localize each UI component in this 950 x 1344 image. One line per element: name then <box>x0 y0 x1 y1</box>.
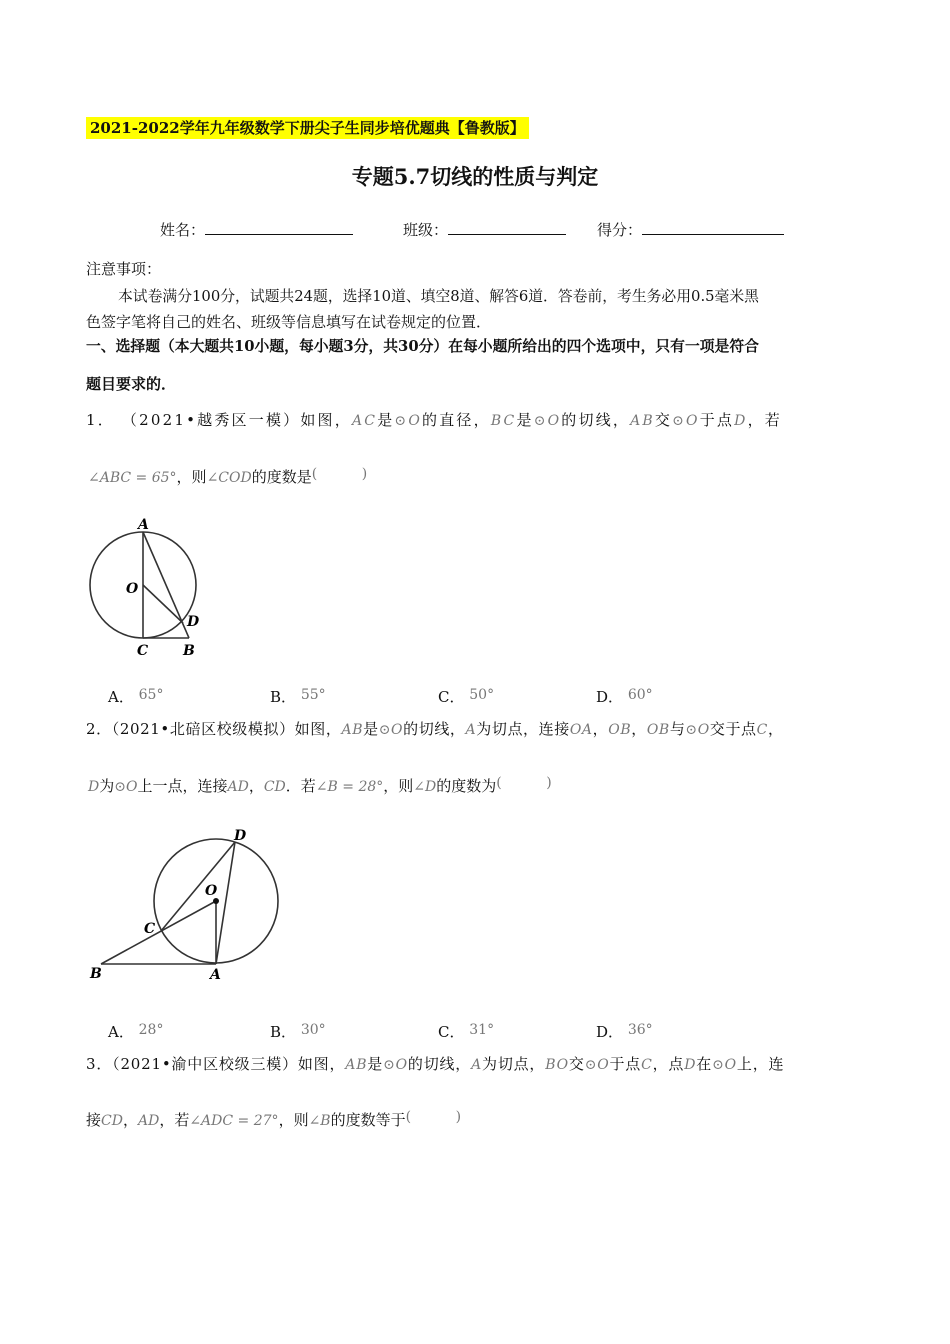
option-letter: C． <box>438 1023 465 1041</box>
q1-option-d[interactable] <box>596 684 653 708</box>
q2-line-2 <box>88 772 552 798</box>
q1-math-circle-o: ⊙O <box>533 413 562 429</box>
q1-line-1 <box>86 409 782 432</box>
q1-line-od <box>143 585 183 623</box>
q1-text: 交 <box>654 411 673 429</box>
q1-figure <box>86 512 216 662</box>
q3-line-2 <box>86 1106 461 1132</box>
q2-math-ab: AB <box>341 722 364 738</box>
q1-option-a[interactable] <box>108 684 163 708</box>
class-label: 班级： <box>403 221 449 239</box>
option-value: 65° <box>138 687 164 703</box>
option-letter: A． <box>108 1023 134 1041</box>
series-header: 2021-2022学年九年级数学下册尖子生同步培优题典【鲁教版】 <box>86 117 529 139</box>
q3-text: 的切线， <box>407 1055 472 1073</box>
q3-text: 交 <box>568 1055 585 1073</box>
q3-text: ， <box>122 1111 138 1129</box>
name-field <box>160 220 353 240</box>
q1-label-b: B <box>183 643 195 659</box>
q1-source: （2021•越秀区一模）如图， <box>121 411 352 429</box>
q3-math-cd: CD <box>101 1113 123 1129</box>
q2-math-angle-d: ∠D <box>413 779 437 795</box>
q2-figure <box>86 825 286 985</box>
q3-number: 3． <box>86 1055 113 1073</box>
q2-option-d[interactable] <box>596 1019 653 1043</box>
option-value: 28° <box>138 1022 164 1038</box>
q2-label-b: B <box>90 966 102 982</box>
q1-math-angle-cod: ∠COD <box>206 470 252 486</box>
score-label: 得分： <box>597 221 643 239</box>
score-blank[interactable] <box>642 220 784 235</box>
q2-answer-paren: ( ) <box>496 775 552 791</box>
q2-source: （2021•北碚区校级模拟）如图， <box>111 720 342 738</box>
notice-line-1: 本试卷满分100分，试题共24题，选择10道、填空8道、解答6道．答卷前，考生务必用0.5毫米黑 <box>118 288 759 305</box>
q2-math-angle-b: ∠B = 28° <box>315 779 384 795</box>
option-letter: B． <box>270 1023 297 1041</box>
q2-line-ob <box>101 901 216 964</box>
q1-math-circle-o: ⊙O <box>672 413 700 429</box>
q3-text: 在 <box>696 1055 713 1073</box>
q3-text: 上，连 <box>736 1055 785 1073</box>
q1-label-a: A <box>138 517 149 533</box>
q2-text: ．若 <box>285 777 316 795</box>
option-value: 60° <box>627 687 653 703</box>
q1-text: 的直径， <box>422 411 491 429</box>
q1-math-bc: BC <box>490 413 517 429</box>
q2-line-1 <box>86 718 784 741</box>
q2-number: 2． <box>86 720 112 738</box>
option-value: 55° <box>300 687 326 703</box>
q1-label-o: O <box>126 581 139 597</box>
name-label: 姓名： <box>160 221 206 239</box>
q2-math-a: A <box>465 722 477 738</box>
option-letter: D． <box>596 1023 624 1041</box>
notice-line-2: 色签字笔将自己的姓名、班级等信息填写在试卷规定的位置． <box>86 313 492 331</box>
q2-label-a: A <box>210 967 221 983</box>
q2-label-o: O <box>205 883 218 899</box>
q2-text: 是 <box>363 720 379 738</box>
q2-option-a[interactable] <box>108 1019 163 1043</box>
q2-text: 与 <box>669 720 686 738</box>
q1-label-d: D <box>187 614 200 630</box>
q2-label-d: D <box>234 828 247 844</box>
option-letter: D． <box>596 688 624 706</box>
q1-option-b[interactable] <box>270 684 326 708</box>
q1-text: 的切线， <box>561 411 631 429</box>
q1-text: ，若 <box>747 411 782 429</box>
q1-number: 1． <box>86 411 115 429</box>
q2-text: 的切线， <box>403 720 466 738</box>
section-heading-line-1: 一、选择题（本大题共10小题，每小题3分，共30分）在每小题所给出的四个选项中，只有一项是符合 <box>86 338 759 355</box>
q3-text: 接 <box>86 1111 102 1129</box>
q3-text: ，若 <box>159 1111 190 1129</box>
q3-math-circle-o: ⊙O <box>712 1057 737 1073</box>
q3-text: 的度数等于 <box>330 1111 406 1129</box>
q2-text: 的度数为 <box>436 777 497 795</box>
q3-math-angle-adc: ∠ADC = 27° <box>189 1113 279 1129</box>
q3-text: 是 <box>367 1055 384 1073</box>
q1-math-d: D <box>734 413 748 429</box>
q3-math-d: D <box>684 1057 697 1073</box>
q2-text: ， <box>631 720 647 738</box>
q2-math-circle-o: ⊙O <box>685 722 710 738</box>
option-value: 31° <box>469 1022 495 1038</box>
option-letter: B． <box>270 688 297 706</box>
q1-text: 是 <box>377 411 395 429</box>
q2-math-d: D <box>88 779 100 795</box>
q2-math-oa: OA <box>569 722 593 738</box>
option-letter: C． <box>438 688 465 706</box>
q1-label-c: C <box>137 643 149 659</box>
q2-math-cd: CD <box>263 779 286 795</box>
q2-text: 上一点，连接 <box>137 777 228 795</box>
q2-math-ob: OB <box>646 722 670 738</box>
class-field <box>403 220 566 240</box>
q1-answer-paren: ( ) <box>311 466 368 482</box>
q3-math-a: A <box>471 1057 483 1073</box>
q1-option-c[interactable] <box>438 684 494 708</box>
q3-math-c: C <box>641 1057 653 1073</box>
q2-text: 为 <box>99 777 115 795</box>
q3-text: ，点 <box>652 1055 685 1073</box>
q3-answer-paren: ( ) <box>405 1109 462 1125</box>
q1-math-ab: AB <box>630 413 655 429</box>
q3-text: 于点 <box>609 1055 642 1073</box>
q3-math-circle-o: ⊙O <box>383 1057 408 1073</box>
q2-option-c[interactable] <box>438 1019 494 1043</box>
q1-text: ，则 <box>176 468 207 486</box>
q2-text: 交于点 <box>709 720 757 738</box>
q3-math-ab: AB <box>345 1057 368 1073</box>
q2-label-c: C <box>144 921 156 937</box>
q3-line-1 <box>86 1053 784 1076</box>
q2-text: ， <box>592 720 609 738</box>
page-title: 专题5.7切线的性质与判定 <box>351 164 599 189</box>
q1-text: 是 <box>516 411 534 429</box>
score-field <box>597 220 784 240</box>
option-value: 50° <box>469 687 495 703</box>
q2-option-b[interactable] <box>270 1019 326 1043</box>
section-heading-line-2: 题目要求的． <box>86 375 177 393</box>
option-letter: A． <box>108 688 134 706</box>
notice-heading: 注意事项： <box>86 260 162 278</box>
q3-math-ad: AD <box>137 1113 160 1129</box>
q2-math-circle-o: ⊙O <box>378 722 404 738</box>
q1-line-2 <box>88 463 367 489</box>
q2-math-ad: AD <box>227 779 249 795</box>
q1-math-angle-abc: ∠ABC = 65° <box>88 470 177 486</box>
option-value: 36° <box>627 1022 653 1038</box>
q3-math-bo: BO <box>545 1057 569 1073</box>
q2-math-circle-o: ⊙O <box>114 779 138 795</box>
q3-math-circle-o: ⊙O <box>584 1057 610 1073</box>
option-value: 30° <box>300 1022 326 1038</box>
q1-math-circle-o: ⊙O <box>394 413 422 429</box>
q2-math-c: C <box>756 722 768 738</box>
q2-text: ， <box>248 777 264 795</box>
q1-math-ac: AC <box>351 413 378 429</box>
q2-math-ob: OB <box>608 722 632 738</box>
q1-text: 于点 <box>699 411 735 429</box>
name-blank[interactable] <box>205 220 353 235</box>
class-blank[interactable] <box>448 220 566 235</box>
q2-text: 为切点，连接 <box>476 720 570 738</box>
q3-source: （2021•渝中区校级三模）如图， <box>112 1055 346 1073</box>
q3-text: 为切点， <box>482 1055 546 1073</box>
q3-text: ，则 <box>278 1111 309 1129</box>
q3-math-angle-b: ∠B <box>308 1113 331 1129</box>
q2-text: ，则 <box>383 777 414 795</box>
q1-text: 的度数是 <box>251 468 312 486</box>
q2-text: ， <box>767 720 784 738</box>
